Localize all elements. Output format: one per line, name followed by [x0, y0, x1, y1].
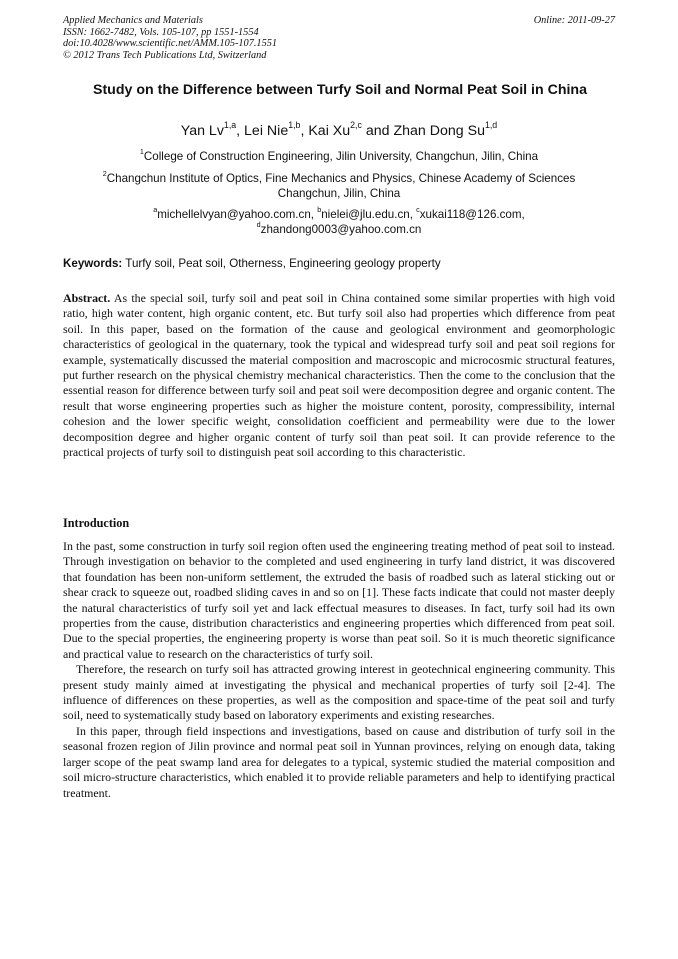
abstract-label: Abstract.: [63, 291, 111, 305]
affiliation-2: [63, 171, 615, 201]
author-name: Zhan Dong Su: [393, 123, 485, 139]
abstract: [63, 291, 615, 460]
email-mark: c: [416, 205, 420, 215]
email-mark: d: [256, 220, 261, 230]
paragraph: In this paper, through field inspections and investigations, based on cause and distribution of turfy soil in the seasonal frozen region of Jilin province and normal peat soil in Yunnan provinces, relying on enough data, taking larger scope of the peat swamp land area for delegates to a typical, systemic studied the material composition and soil micro-structure characteristics, which enabled it to provide reliable parameters and help to identifying practical treatment.: [63, 723, 615, 800]
paper-title: Study on the Difference between Turfy Soil and Normal Peat Soil in China: [92, 82, 587, 98]
author-separator: ,: [300, 123, 309, 139]
author-affiliation-mark: 2,c: [350, 120, 362, 131]
affiliation-text: Changchun Institute of Optics, Fine Mechanics and Physics, Chinese Academy of Sciences: [106, 172, 576, 185]
author-name: Yan Lv: [180, 123, 224, 139]
affiliation-text: College of Construction Engineering, Jilin University, Changchun, Jilin, China: [143, 150, 539, 163]
copyright-line: © 2012 Trans Tech Publications Ltd, Switzerland: [63, 50, 267, 62]
email-link[interactable]: michellelvyan@yahoo.com.cn,: [157, 208, 318, 221]
paragraph: Therefore, the research on turfy soil has attracted growing interest in geotechnical engineering community. This present study mainly aimed at investigating the physical and mechanical properties of turfy soil [2-4]. The influence of differences on these properties, as well as the composition and space-time of the peat soil and turfy soil, need to systematically study based on laboratory experiments and existing researches.: [63, 662, 615, 723]
author-list: [63, 122, 615, 140]
email-list: [63, 207, 615, 237]
abstract-text: As the special soil, turfy soil and peat soil in China contained some similar properties with high void ratio, high water content, high organic content, etc. But turfy soil also had properties which difference from peat soil. In this paper, based on the formation of the cause and geological environment and geomorphologic characteristics of geological in the quaternary, took the typical and widespread turfy soil and peat soil regions for example, systematically discussed the material composition and macroscopic and microcosmic structural features, put further research on the physical chemistry mechanical characteristics. Then the come to the conclusion that the essential reason for difference between turfy soil and peat soil were decomposition degree and organic content. The result that worse engineering properties such as higher the moisture content, porosity, compressibility, internal cohesion and the lower specific weight, consolidation coefficient and permeability were due to the lower decomposition degree and higher organic content of turfy soil than peat soil. It can provide reference to the practical projects of turfy soil to distinguish peat soil according to this characteristic.: [63, 291, 615, 460]
keywords-label: Keywords:: [63, 257, 123, 270]
author-affiliation-mark: 1,a: [223, 120, 237, 131]
keywords: [63, 256, 615, 271]
email-mark: b: [317, 205, 322, 215]
introduction-body: [63, 539, 615, 801]
email-link[interactable]: nielei@jlu.edu.cn,: [321, 208, 417, 221]
author-name: Lei Nie: [244, 123, 289, 139]
author-separator: and: [361, 123, 394, 139]
online-date: Online: 2011-09-27: [533, 15, 615, 26]
email-link[interactable]: xukai118@126.com,: [419, 208, 525, 221]
author-separator: ,: [236, 123, 245, 139]
email-mark: a: [153, 205, 158, 215]
email-link[interactable]: zhandong0003@yahoo.com.cn: [260, 223, 422, 236]
affiliation-mark: 2: [102, 169, 107, 179]
affiliation-mark: 1: [139, 147, 144, 157]
issn-line: ISSN: 1662-7482, Vols. 105-107, pp 1551-1554: [63, 26, 259, 38]
author-name: Kai Xu: [308, 123, 351, 139]
affiliation-1: [63, 149, 615, 164]
paragraph: In the past, some construction in turfy soil region often used the engineering treating method of peat soil to instead. Through investigation on behavior to the completed and used engineering in turfy land district, it was discovered that foundation has been non-uniform settlement, the extruded the basis of roadbed such as lateral sticking out or shear crack to squeeze out, roadbed sliding caves in and so on [1]. These facts indicate that could not master deeply the natural characteristics of turfy soil yet and lack effectual measures to diseases. In fact, turfy soil had its own properties from the cause, distribution characteristics and engineering properties which differenced from peat soil. Due to the special properties, the engineering property is worse than peat soil. So it is much theoretic significance and practical value to research on the characteristics of turfy soil.: [63, 539, 615, 661]
author-affiliation-mark: 1,b: [288, 120, 301, 131]
doi-line: doi:10.4028/www.scientific.net/AMM.105-107.1551: [63, 38, 278, 50]
journal-header: [63, 15, 615, 62]
section-heading-introduction: Introduction: [63, 516, 130, 530]
author-affiliation-mark: 1,d: [484, 120, 498, 131]
journal-name: Applied Mechanics and Materials: [63, 15, 203, 26]
affiliation-text: Changchun, Jilin, China: [277, 187, 401, 200]
keywords-text: Turfy soil, Peat soil, Otherness, Engineering geology property: [125, 257, 441, 270]
